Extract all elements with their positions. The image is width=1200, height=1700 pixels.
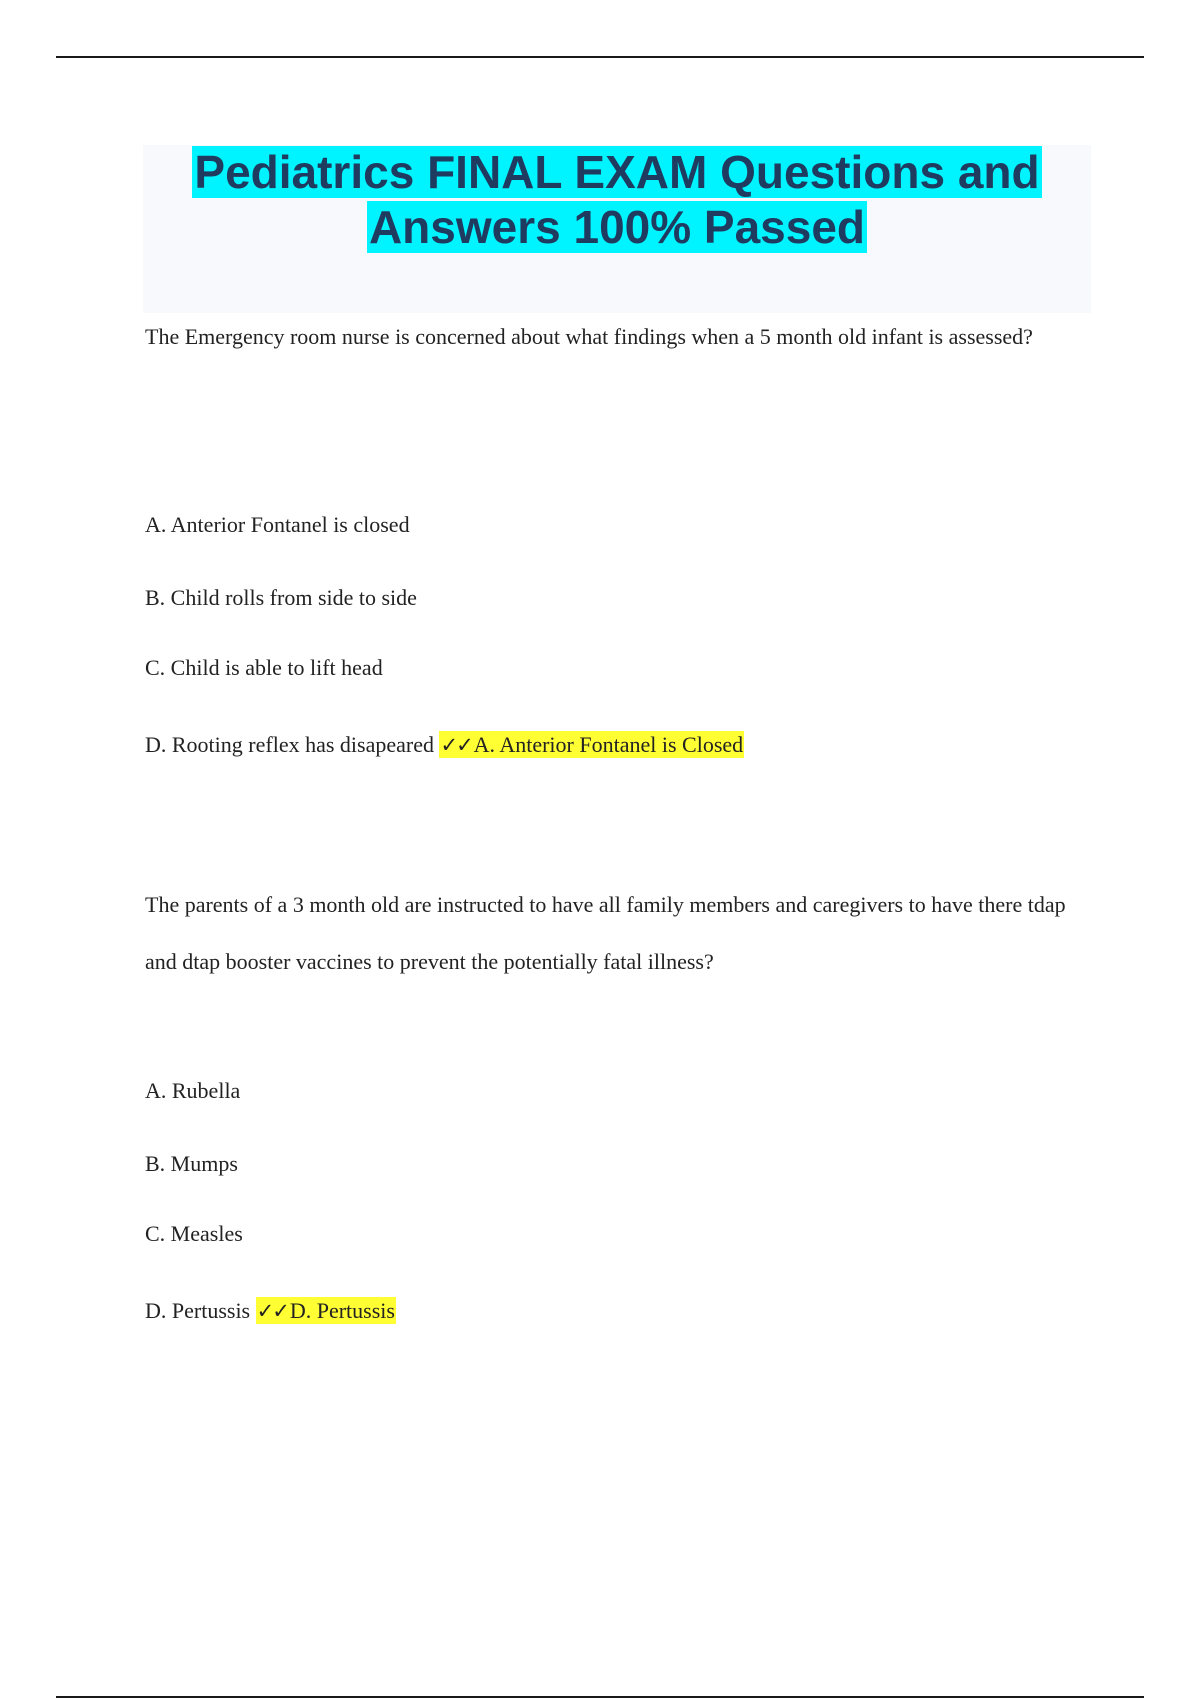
answer-text: A. Anterior Fontanel is Closed (473, 732, 744, 757)
option-b: B. Child rolls from side to side (145, 585, 417, 610)
answer-text: D. Pertussis (289, 1298, 395, 1323)
title-banner (143, 145, 1091, 313)
header-rule (56, 56, 1144, 58)
option-d (145, 1296, 396, 1326)
option-c: C. Child is able to lift head (145, 655, 383, 680)
double-check-icon: ✓✓ (256, 1299, 288, 1323)
question-block-2 (145, 876, 1095, 1323)
option-a: A. Anterior Fontanel is closed (145, 512, 410, 537)
document-title (143, 145, 1091, 255)
option-d-text: D. Pertussis (145, 1298, 251, 1323)
title-line-1: Pediatrics FINAL EXAM Questions and (194, 146, 1040, 198)
option-c: C. Measles (145, 1221, 243, 1246)
option-a: A. Rubella (145, 1078, 241, 1103)
question-text: The parents of a 3 month old are instructed to have all family members and caregivers to have there tdap and dtap booster vaccines to prevent the potentially fatal illness? (145, 892, 1066, 974)
option-d-text: D. Rooting reflex has disapeared (145, 732, 434, 757)
title-line-2: Answers 100% Passed (368, 201, 866, 253)
answer-highlight (439, 731, 744, 758)
answer-highlight (256, 1297, 396, 1324)
footer-rule (56, 1696, 1144, 1698)
option-b: B. Mumps (145, 1151, 238, 1176)
question-text: The Emergency room nurse is concerned about what findings when a 5 month old infant is assessed? (145, 324, 1033, 349)
question-block-1 (145, 308, 1095, 757)
option-d (145, 730, 744, 760)
double-check-icon: ✓✓ (440, 733, 472, 757)
